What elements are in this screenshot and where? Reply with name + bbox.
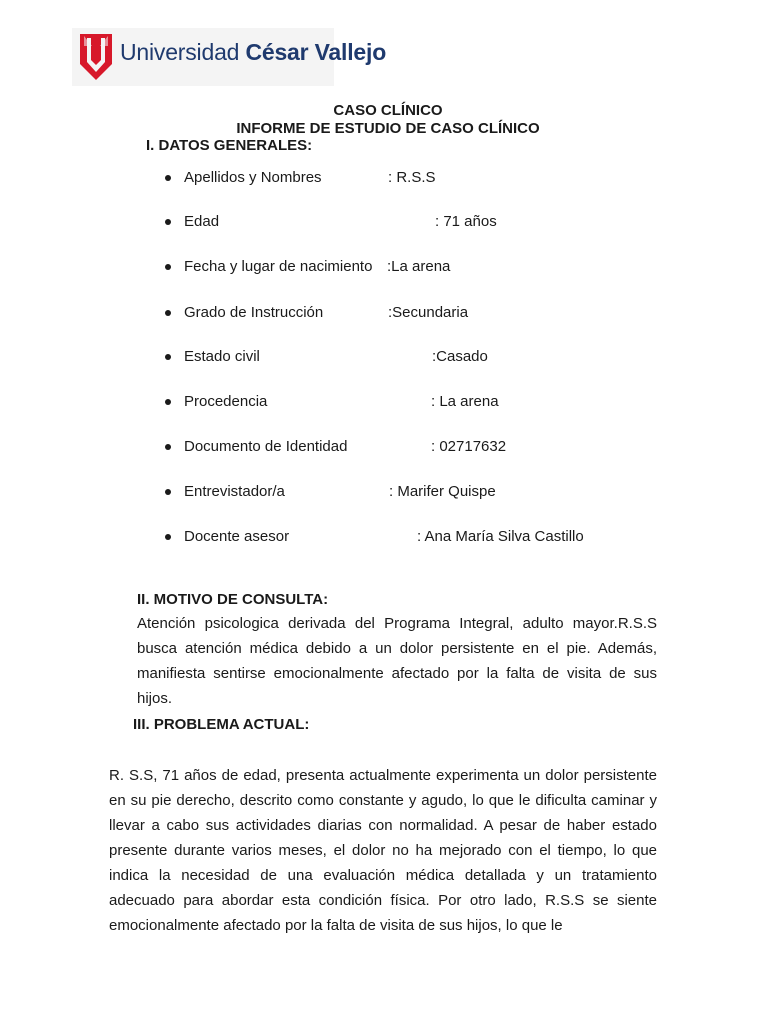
university-name-bold: César Vallejo	[245, 39, 387, 65]
university-logo	[72, 28, 387, 86]
bullet-icon	[165, 310, 171, 316]
field-label: Entrevistador/a	[184, 483, 285, 500]
field-label: Estado civil	[184, 348, 260, 365]
field-label: Apellidos y Nombres	[184, 169, 322, 186]
bullet-icon	[165, 354, 171, 360]
field-value: : R.S.S	[388, 169, 436, 186]
field-value: : Ana María Silva Castillo	[417, 528, 584, 545]
shield-logo-icon	[80, 34, 112, 80]
motivo-consulta-paragraph: Atención psicologica derivada del Programa Integral, adulto mayor.R.S.S busca atención médica debido a un dolor persistente en el pie. Además, manifiesta sentirse emocionalmente afectado por la falta de visita de sus hijos.	[137, 615, 657, 707]
field-value: : La arena	[431, 393, 499, 410]
field-value: : 71 años	[435, 213, 497, 230]
field-label: Procedencia	[184, 393, 268, 410]
field-label: Docente asesor	[184, 528, 290, 545]
section-motivo-consulta-heading: II. MOTIVO DE CONSULTA:	[137, 591, 329, 608]
bullet-icon	[165, 175, 171, 181]
field-label: Fecha y lugar de nacimiento	[184, 258, 373, 275]
bullet-icon	[165, 264, 171, 270]
field-value: :La arena	[387, 258, 451, 275]
field-value: :Secundaria	[388, 304, 469, 321]
field-label: Edad	[184, 213, 220, 230]
bullet-icon	[165, 219, 171, 225]
document-subtitle: INFORME DE ESTUDIO DE CASO CLÍNICO	[236, 120, 540, 137]
document-title: CASO CLÍNICO	[333, 102, 443, 119]
field-label: Documento de Identidad	[184, 438, 348, 455]
bullet-icon	[165, 534, 171, 540]
section-problema-actual-heading: III. PROBLEMA ACTUAL:	[133, 716, 310, 733]
problema-actual-paragraph: R. S.S, 71 años de edad, presenta actualmente experimenta un dolor persistente en su pie derecho, descrito como constante y agudo, lo que le dificulta caminar y llevar a cabo sus actividades diarias con normalidad. A pesar de haber estado presente durante varios meses, el dolor no ha mejorado con el tiempo, lo que indica la necesidad de una evaluación médica detallada y un tratamiento adecuado para abordar esta condición física. Por otro lado, R.S.S se siente emocionalmente afectado por la falta de visita de sus hijos, lo que le	[109, 767, 657, 934]
field-value: : 02717632	[431, 438, 507, 455]
section-datos-generales-heading: I. DATOS GENERALES:	[146, 137, 313, 154]
field-value: : Marifer Quispe	[389, 483, 496, 500]
bullet-icon	[165, 444, 171, 450]
university-name	[120, 39, 386, 66]
bullet-icon	[165, 489, 171, 495]
university-name-regular: Universidad	[120, 39, 246, 65]
field-label: Grado de Instrucción	[184, 304, 324, 321]
field-value: :Casado	[432, 348, 488, 365]
bullet-icon	[165, 399, 171, 405]
